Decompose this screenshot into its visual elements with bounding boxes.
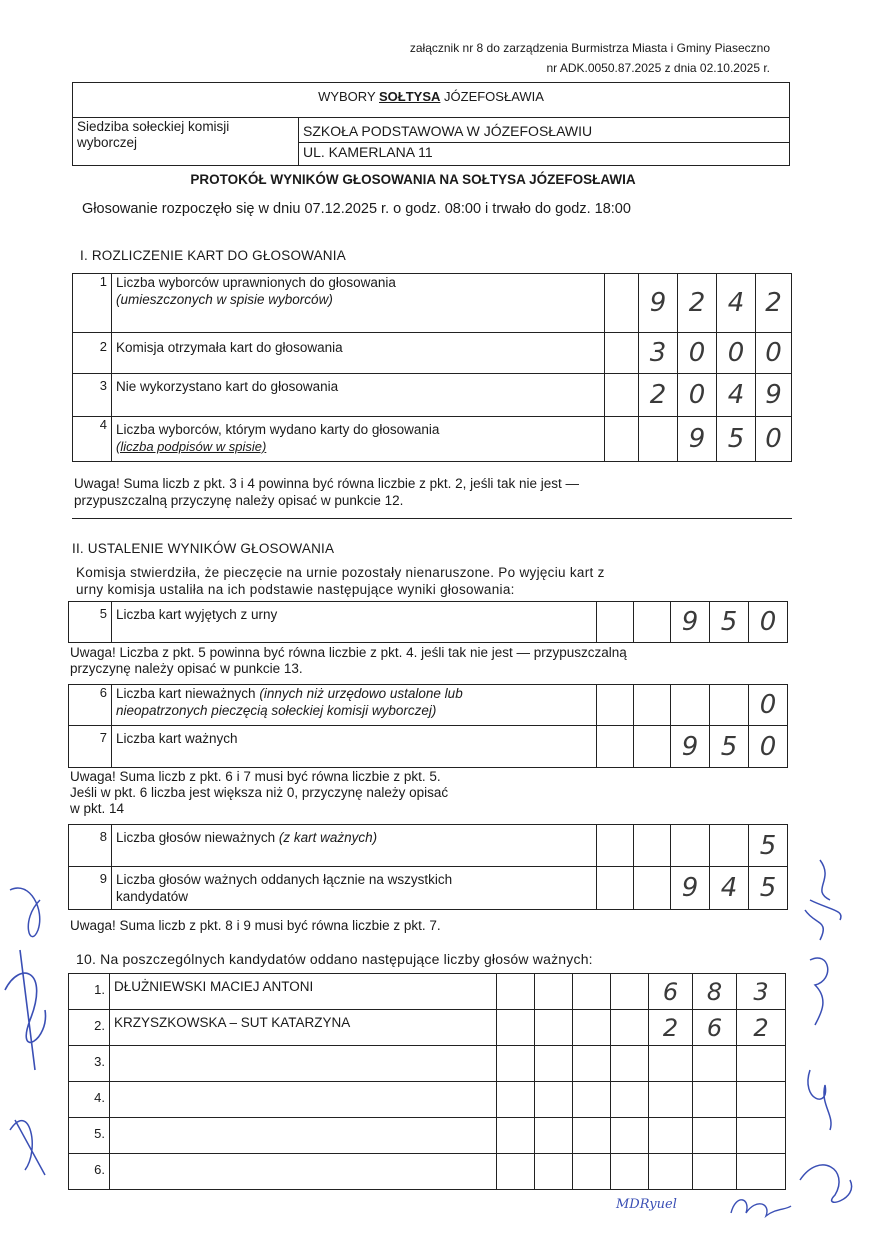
digit-cell (709, 684, 749, 726)
header-divider (73, 117, 789, 118)
signature-scribble-8 (800, 1165, 852, 1202)
digit-cell: 5 (709, 725, 749, 768)
row-8-num (68, 824, 112, 867)
candidate-number-text: 1. (94, 982, 105, 997)
signature-scribble-6 (810, 958, 828, 1025)
signature-bottom-right (726, 1188, 796, 1224)
row-7-note-2: Jeśli w pkt. 6 liczba jest większa niż 0, przyczynę należy opisać (70, 785, 449, 800)
candidate-number (68, 1081, 110, 1118)
empty-cell (572, 1009, 611, 1046)
row-9-num (68, 866, 112, 910)
row-label-line: Liczba głosów ważnych oddanych łącznie na wszystkich (116, 872, 453, 887)
row-number: 3 (99, 378, 107, 393)
empty-cell (572, 1153, 611, 1190)
candidate-vote-digit (648, 1045, 693, 1082)
voting-time: Głosowanie rozpoczęło się w dniu 07.12.2025 r. o godz. 08:00 i trwało do godz. 18:00 (82, 201, 631, 217)
candidate-name: DŁUŻNIEWSKI MACIEJ ANTONI (109, 973, 497, 1010)
row-1-label (111, 273, 605, 333)
election-title (73, 89, 789, 104)
commission-seat-line-2: UL. KAMERLANA 11 (303, 144, 433, 160)
digit-cell (633, 601, 671, 643)
candidate-vote-digit (648, 1117, 693, 1154)
digit-cell (638, 416, 678, 462)
empty-cell (572, 1045, 611, 1082)
row-5-num (68, 601, 112, 643)
section-10-title: 10. Na poszczególnych kandydatów oddano następujące liczby głosów ważnych: (76, 951, 593, 967)
row-5-label (111, 601, 597, 643)
digit-cell: 5 (709, 601, 749, 643)
row-number: 8 (99, 829, 107, 844)
candidate-vote-digit (736, 1117, 786, 1154)
candidate-number-text: 6. (94, 1162, 105, 1177)
digit-cell: 9 (638, 273, 678, 333)
row-9-label (111, 866, 597, 910)
annex-line-2: nr ADK.0050.87.2025 z dnia 02.10.2025 r. (546, 61, 770, 75)
signature-scribble-4 (810, 860, 841, 920)
candidate-number-text: 4. (94, 1090, 105, 1105)
empty-cell (534, 973, 573, 1010)
title-post: JÓZEFOSŁAWIA (440, 89, 544, 104)
digit-cell: 9 (677, 416, 717, 462)
row-7-note-3: w pkt. 14 (70, 801, 125, 816)
digit-cell: 0 (748, 725, 788, 768)
row-label-line: Liczba kart nieważnych (116, 686, 256, 701)
candidate-vote-digit: 8 (692, 973, 737, 1010)
empty-cell (610, 1081, 649, 1118)
row-label-italic: (umieszczonych w spisie wyborców) (116, 292, 333, 307)
rows-6-7 (68, 684, 788, 768)
empty-cell (534, 1045, 573, 1082)
section-2-intro-1: Komisja stwierdziła, że pieczęcie na urnie pozostały nienaruszone. Po wyjęciu kart z (76, 565, 605, 580)
row-label-italic: (innych niż urzędowo ustalone lub (255, 686, 463, 701)
candidate-vote-digit (736, 1153, 786, 1190)
empty-cell (496, 1117, 535, 1154)
empty-cell (610, 1153, 649, 1190)
empty-cell (496, 973, 535, 1010)
row-8-label (111, 824, 597, 867)
candidate-name: KRZYSZKOWSKA – SUT KATARZYNA (109, 1009, 497, 1046)
row-number: 9 (99, 871, 107, 886)
row-number: 5 (99, 606, 107, 621)
candidate-vote-digit (692, 1117, 737, 1154)
digit-cell (633, 866, 671, 910)
empty-cell (610, 1045, 649, 1082)
digit-cell: 9 (670, 725, 710, 768)
candidate-vote-digit (692, 1081, 737, 1118)
section-1-note-2: przypuszczalną przyczynę należy opisać w punkcie 12. (74, 493, 404, 508)
digit-cell: 3 (638, 332, 678, 374)
row-3-num (72, 373, 112, 417)
section-2-intro-2: urny komisja ustaliła na ich podstawie następujące wyniki głosowania: (76, 582, 515, 597)
digit-cell (709, 824, 749, 867)
digit-cell (604, 332, 639, 374)
row-5-note-1: Uwaga! Liczba z pkt. 5 powinna być równa liczbie z pkt. 4. jeśli tak nie jest — przypuszczalną (70, 645, 627, 660)
protocol-title: PROTOKÓŁ WYNIKÓW GŁOSOWANIA NA SOŁTYSA JÓZEFOSŁAWIA (190, 172, 636, 187)
row-label-line: Liczba kart ważnych (116, 731, 238, 746)
seat-divider (299, 142, 789, 143)
title-pre: WYBORY (318, 89, 379, 104)
row-number: 7 (99, 730, 107, 745)
annex-line-1: załącznik nr 8 do zarządzenia Burmistrza Miasta i Gminy Piaseczno (409, 41, 770, 55)
empty-cell (610, 1009, 649, 1046)
digit-cell: 4 (716, 373, 756, 417)
row-label-line: Liczba głosów nieważnych (116, 830, 276, 845)
candidate-vote-digit (692, 1045, 737, 1082)
empty-cell (496, 1045, 535, 1082)
row-label-line: Liczba kart wyjętych z urny (116, 607, 278, 622)
section-1-title: I. ROZLICZENIE KART DO GŁOSOWANIA (80, 248, 346, 263)
commission-seat-label: Siedziba sołeckiej komisji wyborczej (77, 119, 230, 150)
row-7-note-1: Uwaga! Suma liczb z pkt. 6 i 7 musi być równa liczbie z pkt. 5. (70, 769, 441, 784)
row-3-label (111, 373, 605, 417)
signature-scribble-2 (5, 950, 45, 1070)
empty-cell (534, 1009, 573, 1046)
row-7-num (68, 725, 112, 768)
row-label-line: Liczba wyborców, którym wydano karty do głosowania (116, 422, 440, 437)
digit-cell: 0 (755, 416, 792, 462)
candidate-number (68, 1009, 110, 1046)
row-label-line: Nie wykorzystano kart do głosowania (116, 379, 339, 394)
digit-cell: 5 (748, 824, 788, 867)
digit-cell: 9 (670, 601, 710, 643)
row-number: 6 (99, 685, 107, 700)
election-header-box (72, 82, 790, 166)
digit-cell: 9 (755, 373, 792, 417)
row-4-num (72, 416, 112, 462)
empty-cell (610, 1117, 649, 1154)
candidate-vote-digit (648, 1081, 693, 1118)
digit-cell: 4 (716, 273, 756, 333)
candidate-vote-digit (736, 1081, 786, 1118)
candidate-number-text: 5. (94, 1126, 105, 1141)
section-separator (72, 518, 792, 519)
digit-cell (670, 824, 710, 867)
row-6-label (111, 684, 597, 726)
empty-cell (610, 973, 649, 1010)
row-number: 4 (99, 417, 107, 432)
candidate-name (109, 1117, 497, 1154)
signatures-right (790, 850, 880, 1220)
empty-cell (496, 1009, 535, 1046)
digit-cell: 2 (638, 373, 678, 417)
row-label-italic: nieopatrzonych pieczęcią sołeckiej komisji wyborczej) (116, 703, 437, 718)
candidate-number (68, 1045, 110, 1082)
digit-cell (604, 373, 639, 417)
row-label-italic: (liczba podpisów w spisie) (116, 439, 267, 454)
digit-cell: 5 (716, 416, 756, 462)
candidate-vote-digit: 6 (692, 1009, 737, 1046)
row-label-line: Liczba wyborców uprawnionych do głosowania (116, 275, 396, 290)
row-label-italic: (z kart ważnych) (275, 830, 378, 845)
row-number: 1 (99, 274, 107, 289)
signature-scribble-1 (10, 888, 40, 937)
digit-cell (596, 866, 634, 910)
candidate-name (109, 1081, 497, 1118)
empty-cell (572, 1081, 611, 1118)
signature-scribble-5 (805, 910, 823, 940)
signature-bottom-initials: MDRyuel (616, 1197, 677, 1212)
empty-cell (572, 1117, 611, 1154)
empty-cell (572, 973, 611, 1010)
rows-8-9 (68, 824, 788, 910)
digit-cell: 0 (755, 332, 792, 374)
section-1-note-1: Uwaga! Suma liczb z pkt. 3 i 4 powinna być równa liczbie z pkt. 2, jeśli tak nie jest — (74, 476, 579, 491)
signatures-left (0, 870, 70, 1190)
signature-scribble-3 (10, 1120, 45, 1175)
signature-scribble-7 (808, 1070, 831, 1130)
candidate-vote-digit: 2 (736, 1009, 786, 1046)
digit-cell (633, 824, 671, 867)
row-7-label (111, 725, 597, 768)
digit-cell (604, 273, 639, 333)
empty-cell (496, 1153, 535, 1190)
section-2-title: II. USTALENIE WYNIKÓW GŁOSOWANIA (72, 541, 335, 556)
empty-cell (534, 1117, 573, 1154)
candidate-vote-digit (692, 1153, 737, 1190)
row-1-num (72, 273, 112, 333)
digit-cell (596, 601, 634, 643)
candidate-number (68, 1153, 110, 1190)
digit-cell (633, 725, 671, 768)
candidate-vote-digit: 6 (648, 973, 693, 1010)
candidate-number-text: 3. (94, 1054, 105, 1069)
candidate-name (109, 1153, 497, 1190)
row-label-line: kandydatów (116, 889, 189, 904)
row-2-num (72, 332, 112, 374)
digit-cell: 2 (677, 273, 717, 333)
row-label-line: Komisja otrzymała kart do głosowania (116, 340, 343, 355)
digit-cell (596, 824, 634, 867)
row-2-label (111, 332, 605, 374)
candidate-number-text: 2. (94, 1018, 105, 1033)
candidate-vote-digit: 3 (736, 973, 786, 1010)
candidate-name (109, 1045, 497, 1082)
row-4-label (111, 416, 605, 462)
digit-cell: 0 (748, 684, 788, 726)
digit-cell: 0 (748, 601, 788, 643)
row-5 (68, 601, 788, 643)
digit-cell: 0 (677, 332, 717, 374)
row-9-note: Uwaga! Suma liczb z pkt. 8 i 9 musi być równa liczbie z pkt. 7. (70, 918, 441, 933)
digit-cell (596, 684, 634, 726)
commission-seat-line-1: SZKOŁA PODSTAWOWA W JÓZEFOSŁAWIU (303, 123, 593, 139)
row-number: 2 (99, 339, 107, 354)
empty-cell (496, 1081, 535, 1118)
title-bold: SOŁTYSA (379, 89, 441, 104)
digit-cell: 4 (709, 866, 749, 910)
empty-cell (534, 1153, 573, 1190)
empty-cell (534, 1081, 573, 1118)
digit-cell: 5 (748, 866, 788, 910)
candidate-vote-digit: 2 (648, 1009, 693, 1046)
candidate-vote-digit (736, 1045, 786, 1082)
row-5-note-2: przyczynę należy opisać w punkcie 13. (70, 661, 303, 676)
candidate-vote-digit (648, 1153, 693, 1190)
candidates-table (68, 973, 786, 1191)
digit-cell: 0 (716, 332, 756, 374)
section-1-table (72, 273, 792, 463)
candidate-number (68, 1117, 110, 1154)
candidate-number (68, 973, 110, 1010)
digit-cell (670, 684, 710, 726)
digit-cell (604, 416, 639, 462)
digit-cell: 9 (670, 866, 710, 910)
header-column-divider (298, 117, 299, 165)
row-6-num (68, 684, 112, 726)
digit-cell (633, 684, 671, 726)
digit-cell (596, 725, 634, 768)
digit-cell: 2 (755, 273, 792, 333)
digit-cell: 0 (677, 373, 717, 417)
